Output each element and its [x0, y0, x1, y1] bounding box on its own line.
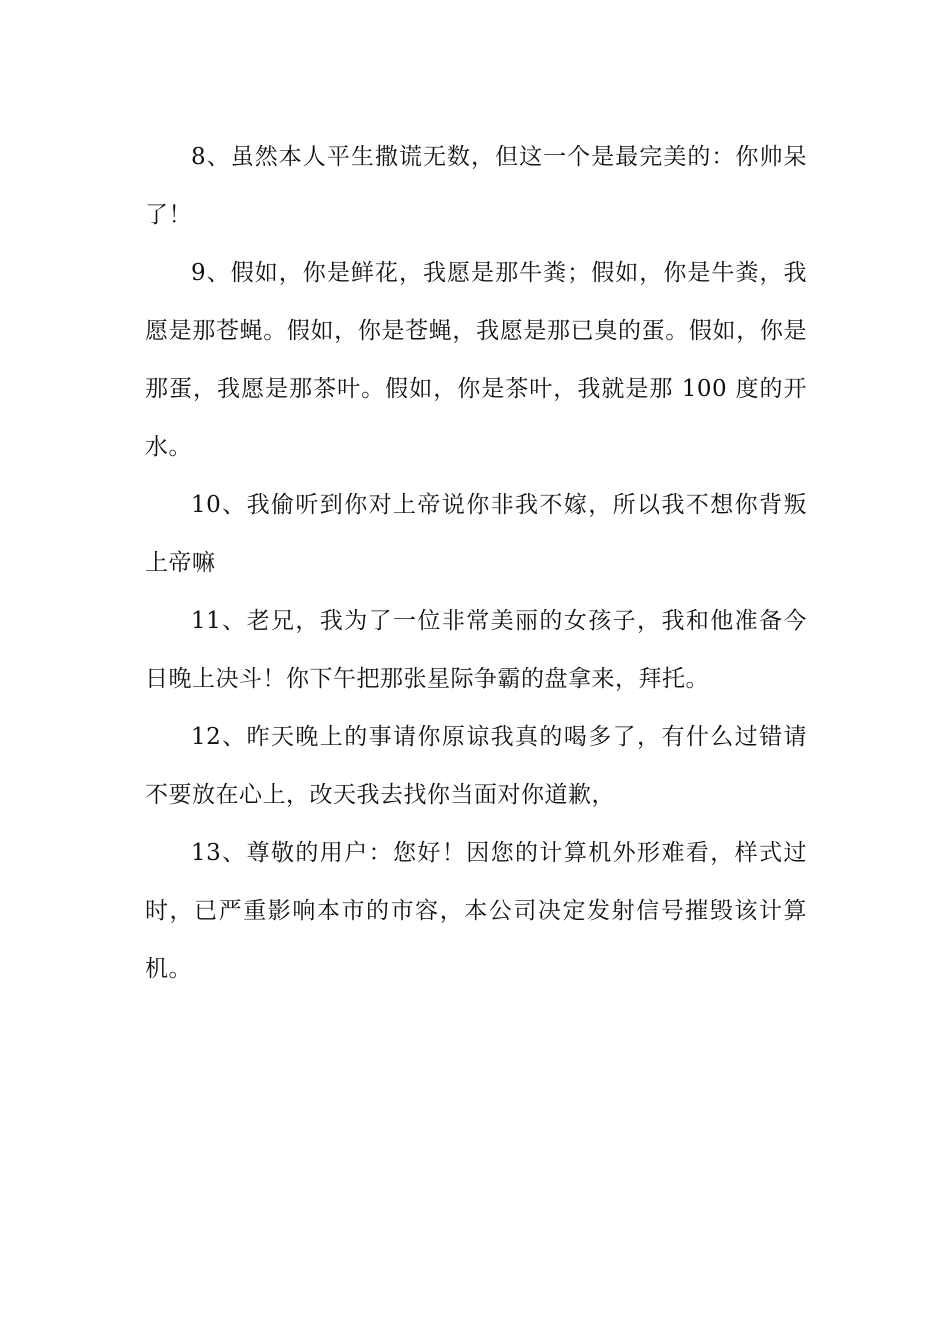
- paragraph-13: 13、尊敬的用户：您好！因您的计算机外形难看，样式过时，已严重影响本市的市容，本公司决定发射信号摧毁该计算机。: [145, 840, 807, 982]
- paragraph-11: 11、老兄，我为了一位非常美丽的女孩子，我和他准备今日晚上决斗！你下午把那张星际争霸的盘拿来，拜托。: [145, 608, 807, 692]
- paragraph-9: 9、假如，你是鲜花，我愿是那牛粪；假如，你是牛粪，我愿是那苍蝇。假如，你是苍蝇，我愿是那已臭的蛋。假如，你是那蛋，我愿是那茶叶。假如，你是茶叶，我就是那 100 度的开水。: [145, 260, 807, 460]
- document-body: [145, 128, 807, 998]
- paragraph-12: 12、昨天晚上的事请你原谅我真的喝多了，有什么过错请不要放在心上，改天我去找你当面对你道歉，: [145, 724, 807, 808]
- paragraph-10: 10、我偷听到你对上帝说你非我不嫁，所以我不想你背叛上帝嘛: [145, 492, 807, 576]
- paragraph-8: 8、虽然本人平生撒谎无数，但这一个是最完美的：你帅呆了！: [145, 144, 807, 228]
